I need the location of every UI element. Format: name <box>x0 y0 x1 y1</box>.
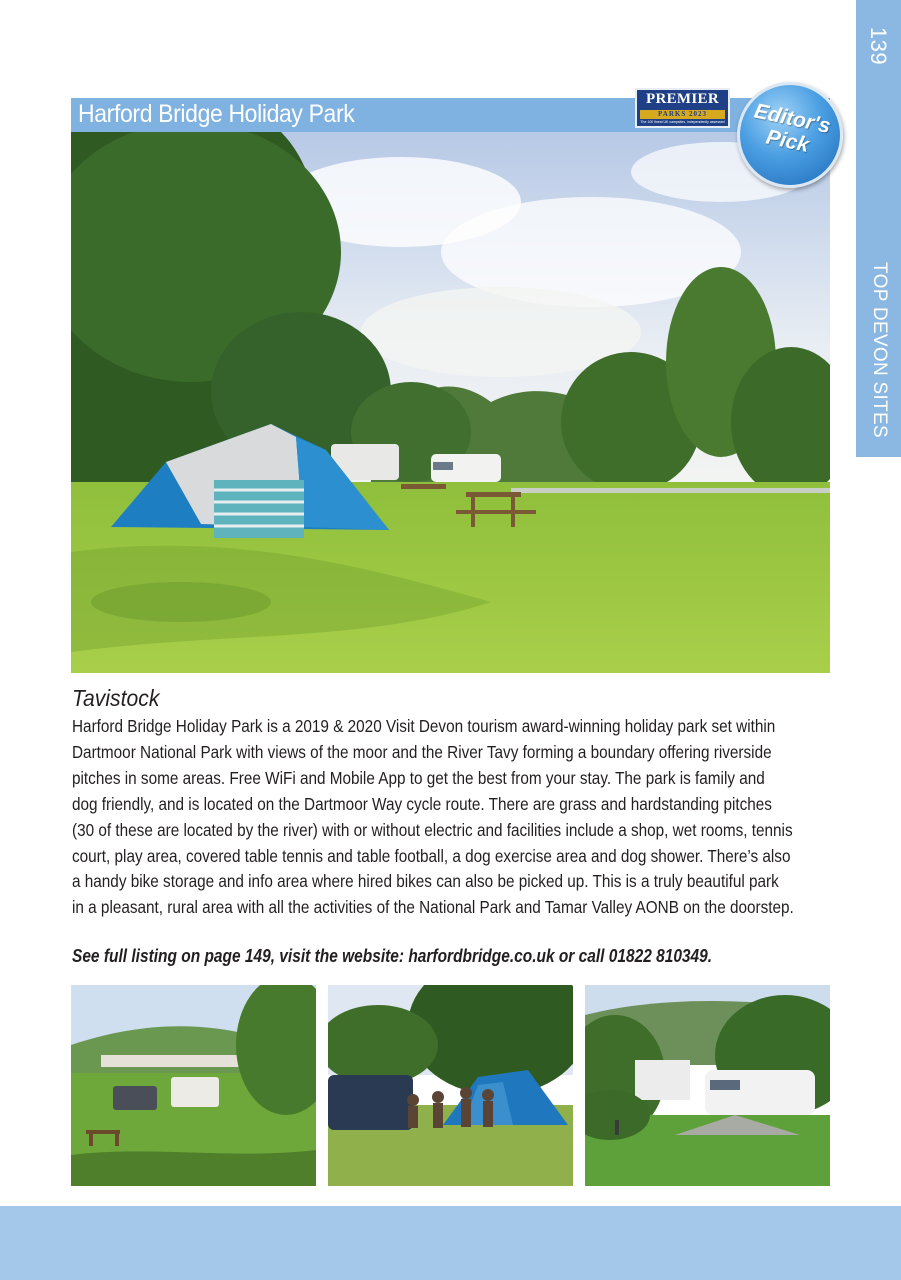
section-side-tab <box>856 0 901 457</box>
premier-tagline: The 100 finest UK campsites, independently assessed <box>640 120 725 124</box>
thumb-image-3 <box>585 985 830 1186</box>
premier-parks-badge <box>635 88 730 128</box>
premier-title: PREMIER <box>646 91 719 107</box>
listing-description <box>72 714 794 921</box>
main-photo <box>71 132 830 673</box>
editors-pick-badge <box>737 82 843 188</box>
thumbnail-photo-3 <box>585 985 830 1186</box>
thumbnail-photo-1 <box>71 985 316 1186</box>
thumb-image-2 <box>328 985 573 1186</box>
listing-title: Harford Bridge Holiday Park <box>78 100 355 128</box>
footer-band <box>0 1206 901 1280</box>
thumb-image-1 <box>71 985 316 1186</box>
section-label: TOP DEVON SITES <box>868 262 890 438</box>
editors-pick-label: Editor's Pick <box>752 99 833 157</box>
campsite-photo <box>71 132 830 673</box>
listing-contact-line: See full listing on page 149, visit the website: harfordbridge.co.uk or call 01822 810349. <box>72 946 713 966</box>
page-number: 139 <box>866 26 892 66</box>
thumbnail-photo-2 <box>328 985 573 1186</box>
listing-location: Tavistock <box>72 685 160 711</box>
premier-year: PARKS 2023 <box>640 110 725 119</box>
description-paragraph: Harford Bridge Holiday Park is a 2019 & 2020 Visit Devon tourism award-winning holiday park set within Dartmoor National Park with views of the moor and the River Tavy forming a boundary offering riverside pitches in some areas. Free WiFi and Mobile App to get the best from your stay. The park is family and dog friendly, and is located on the Dartmoor Way cycle route. There are grass and hardstanding pitches (30 of these are located by the river) with or without electric and facilities include a shop, wet rooms, tennis court, play area, covered table tennis and table football, a dog exercise area and dog shower. There’s also a handy bike storage and info area where hired bikes can also be picked up. This is a truly beautiful park in a pleasant, rural area with all the activities of the National Park and Tamar Valley AONB on the doorstep. <box>72 716 794 918</box>
